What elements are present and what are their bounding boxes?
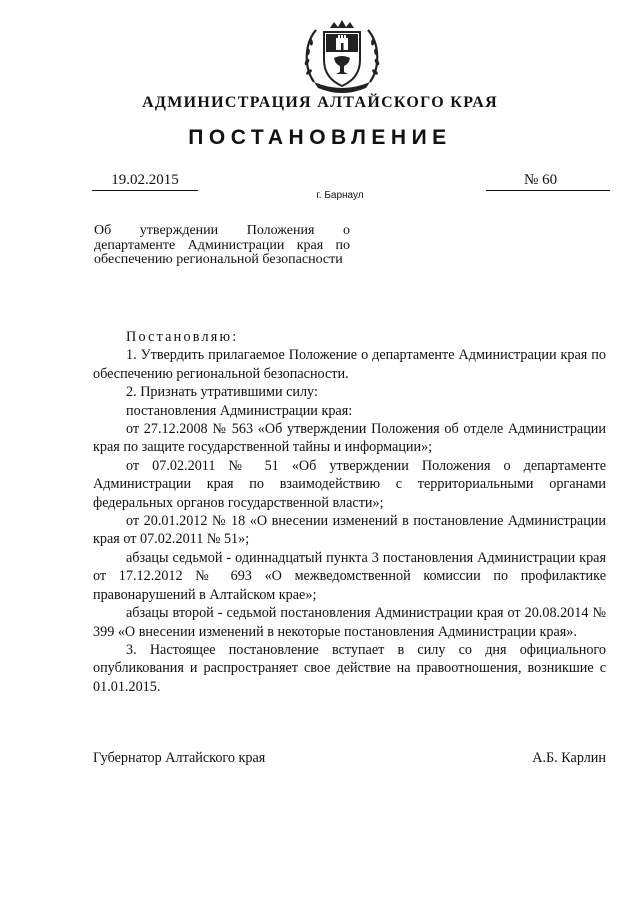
organization-title: АДМИНИСТРАЦИЯ АЛТАЙСКОГО КРАЯ [142, 94, 498, 111]
body-paragraph: от 27.12.2008 № 563 «Об утверждении Положения об отделе Администрации края по защите государственной тайны и информации»; [93, 421, 606, 456]
body-paragraph: 1. Утвердить прилагаемое Положение о департаменте Администрации края по обеспечению региональной безопасности. [93, 347, 606, 382]
document-city: г. Барнаул [316, 190, 364, 201]
altai-krai-coat-of-arms-icon [300, 18, 384, 96]
signatory-name: А.Б. Карлин [532, 750, 606, 766]
body-paragraph: от 07.02.2011 № 51 «Об утверждении Положения о департаменте Администрации края по взаимодействию с территориальными органами федеральных органов государственной власти»; [93, 457, 606, 511]
document-body [93, 328, 606, 696]
document-date: 19.02.2015 [92, 172, 198, 191]
document-subject: Об утверждении Положения о департаменте Администрации края по обеспечению региональной безопасности [94, 223, 350, 267]
body-paragraph: абзацы седьмой - одиннадцатый пункта 3 постановления Администрации края от 17.12.2012 № 693 «О межведомственной комиссии по профилактике правонарушений в Алтайском крае»; [93, 549, 606, 603]
document-number [486, 172, 610, 191]
number-value: 60 [542, 172, 558, 188]
document-type-title: ПОСТАНОВЛЕНИЕ [188, 126, 452, 149]
body-paragraph: Постановляю: [126, 329, 239, 345]
signatory-position: Губернатор Алтайского края [93, 750, 266, 766]
body-paragraph: постановления Администрации края: [126, 402, 353, 419]
body-paragraph: 2. Признать утратившими силу: [126, 384, 318, 401]
body-paragraph: от 20.01.2012 № 18 «О внесении изменений в постановление Администрации края от 07.02.2011 № 51»; [93, 513, 606, 548]
number-sign: № [524, 172, 539, 188]
body-paragraph: 3. Настоящее постановление вступает в силу со дня официального опубликования и распространяет свое действие на правоотношения, возникшие с 01.01.2015. [93, 641, 606, 695]
body-paragraph: абзацы второй - седьмой постановления Администрации края от 20.08.2014 № 399 «О внесении изменений в некоторые постановления Администрации края». [93, 605, 606, 640]
